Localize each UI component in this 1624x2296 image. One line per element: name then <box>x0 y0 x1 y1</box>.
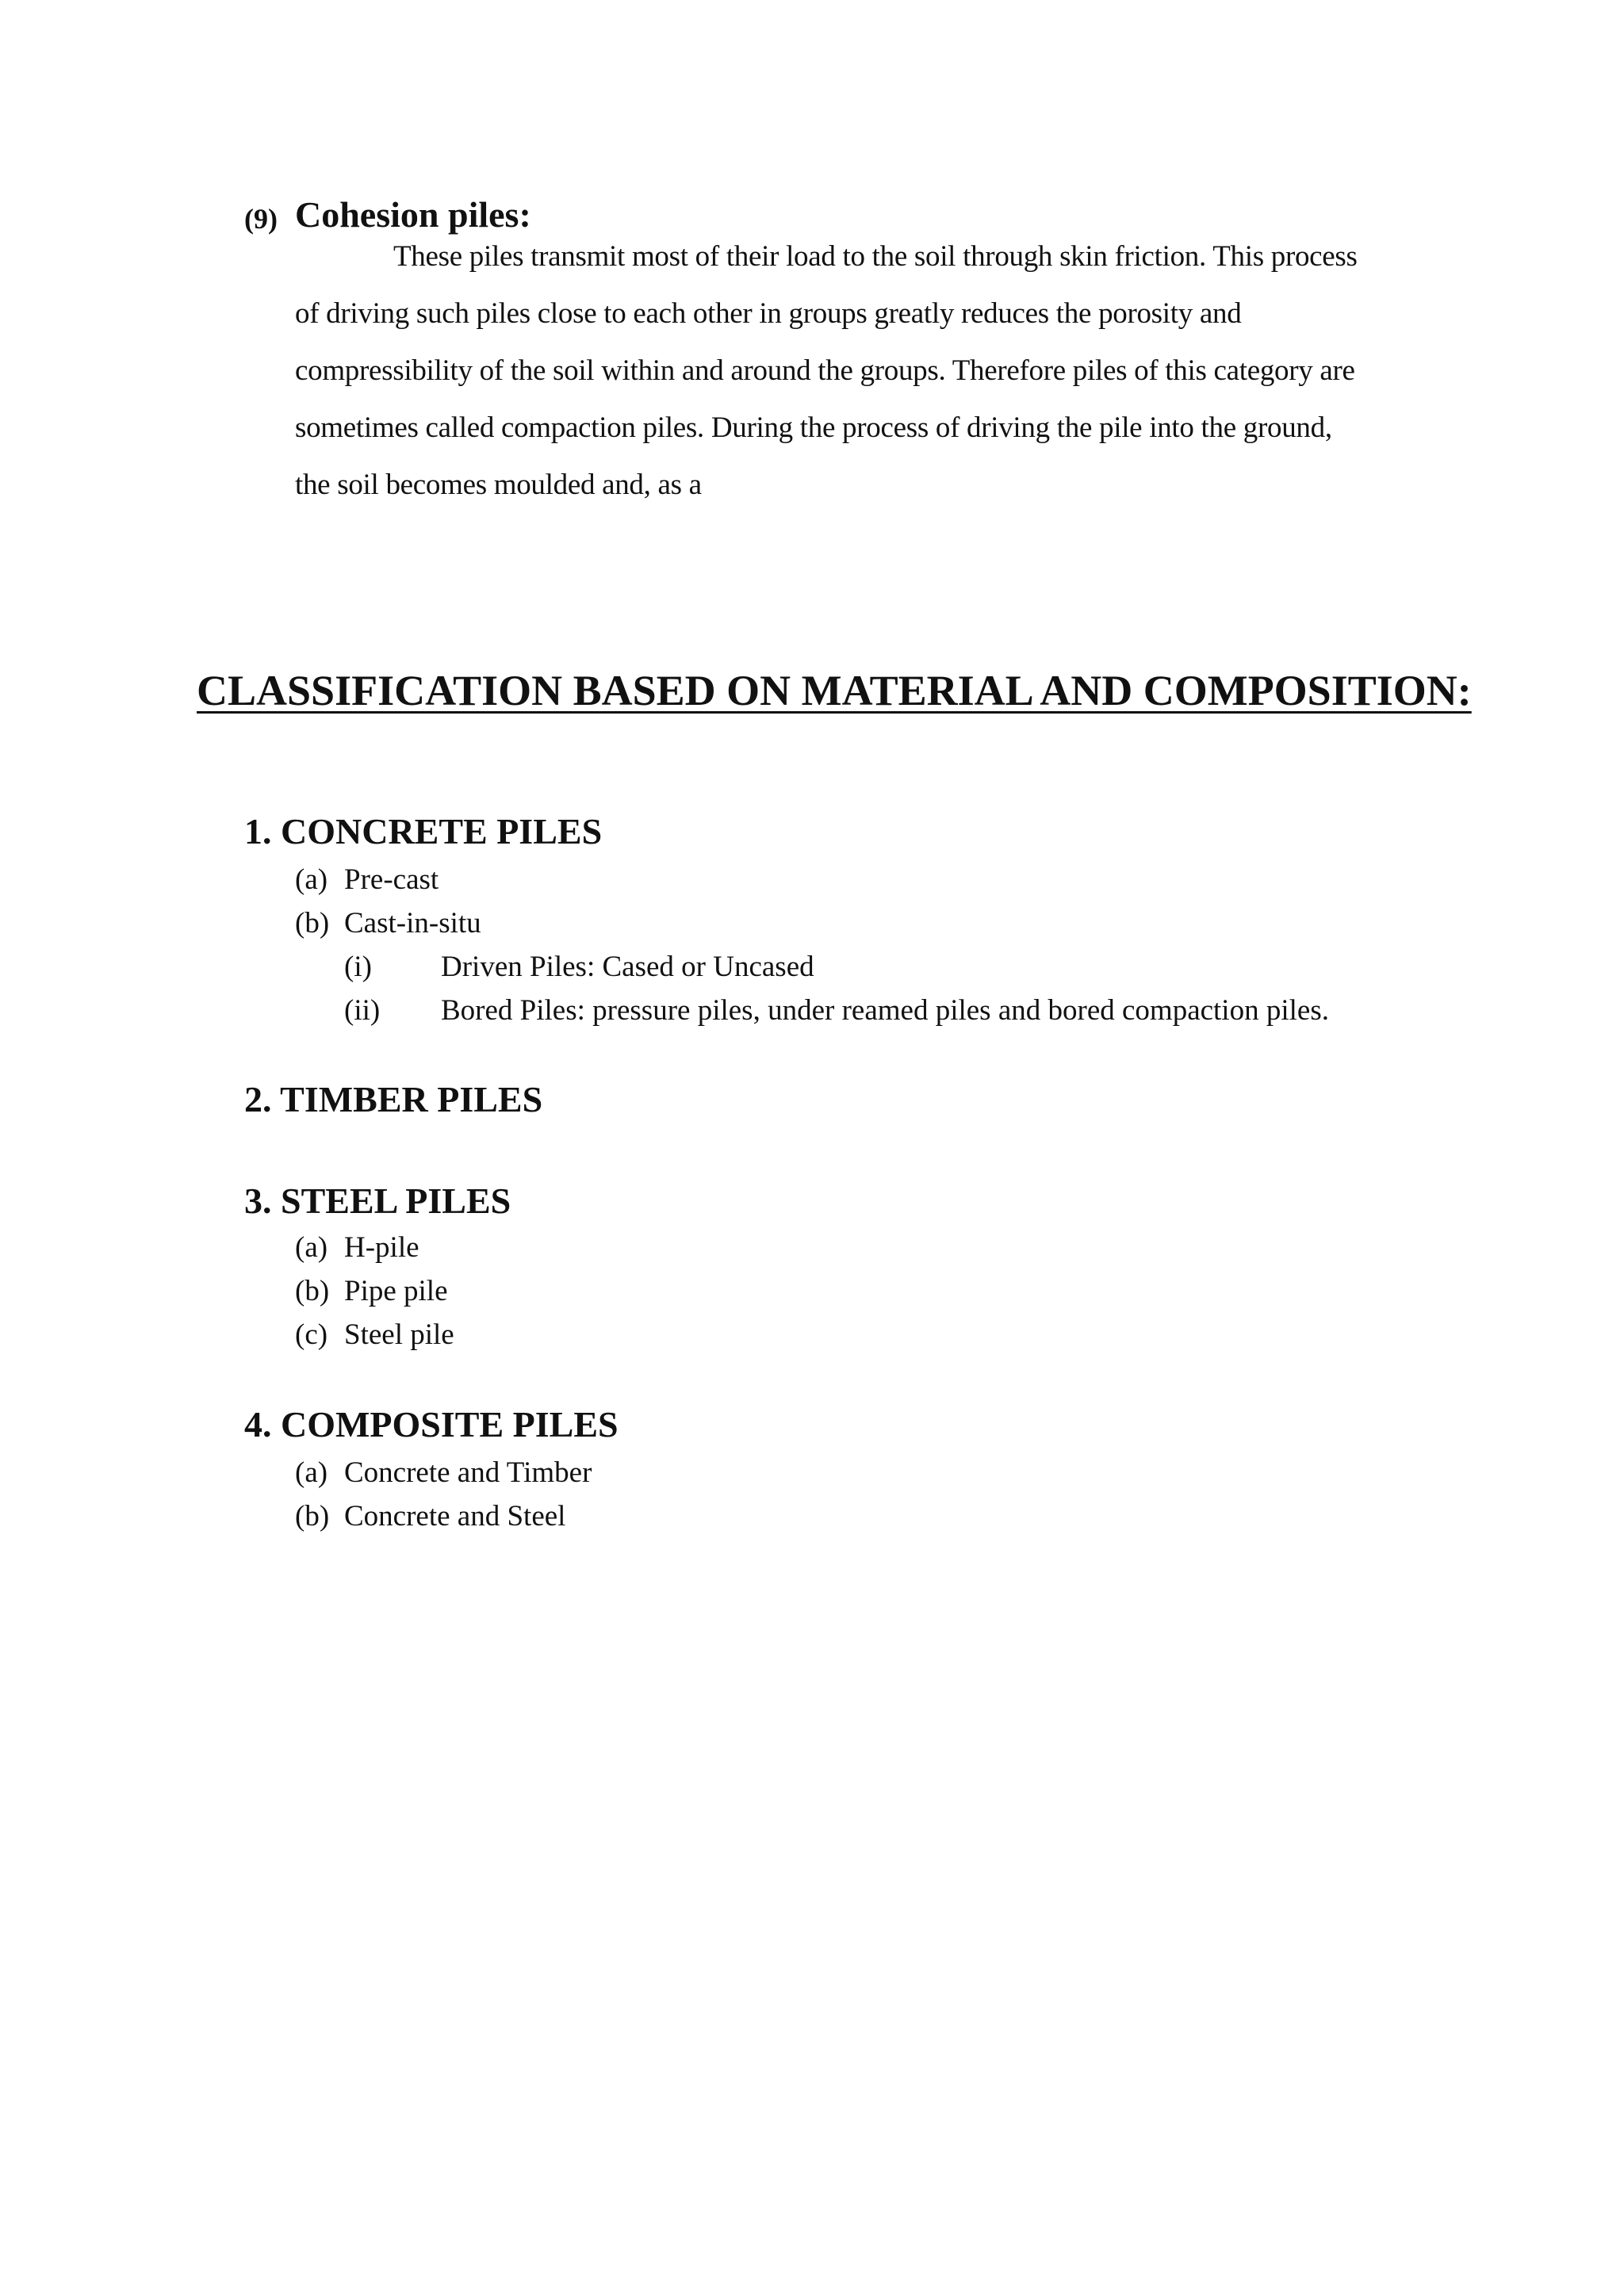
list-item <box>295 906 481 940</box>
section-number: (9) <box>244 203 278 235</box>
item-text: H-pile <box>344 1231 419 1264</box>
item-text: Steel pile <box>344 1318 454 1351</box>
list-item <box>295 1318 454 1352</box>
item-label: (b) <box>295 1500 330 1533</box>
item-label: (a) <box>295 1231 328 1264</box>
item-text: Cast-in-situ <box>344 907 481 939</box>
item-label: (b) <box>295 1275 330 1307</box>
sub-item-text: Bored Piles: pressure piles, under reamed piles and bored compaction piles. <box>441 994 1329 1027</box>
list-item <box>295 1230 419 1265</box>
paragraph-line: sometimes called compaction piles. During the process of driving the pile into the ground, <box>295 411 1332 444</box>
paragraph-line: the soil becomes moulded and, as a <box>295 469 702 501</box>
group-title-composite-piles: 4. COMPOSITE PILES <box>244 1404 619 1445</box>
group-title-timber-piles: 2. TIMBER PILES <box>244 1079 543 1119</box>
sub-item-label: (ii) <box>344 994 381 1027</box>
paragraph-line: These piles transmit most of their load to the soil through skin friction. This process <box>393 240 1358 273</box>
item-text: Pipe pile <box>344 1275 448 1307</box>
group-title-steel-piles: 3. STEEL PILES <box>244 1181 511 1221</box>
list-item <box>295 1274 448 1308</box>
item-label: (a) <box>295 863 328 896</box>
section-title: Cohesion piles: <box>295 194 531 235</box>
sub-item-label: (i) <box>344 951 372 983</box>
sub-item-text: Driven Piles: Cased or Uncased <box>441 951 814 983</box>
item-label: (a) <box>295 1456 328 1489</box>
classification-heading: CLASSIFICATION BASED ON MATERIAL AND COMPOSITION: <box>197 667 1472 714</box>
item-text: Concrete and Steel <box>344 1500 566 1533</box>
item-label: (b) <box>295 907 330 939</box>
list-item <box>295 1499 565 1533</box>
list-item <box>295 1456 592 1490</box>
paragraph-line: compressibility of the soil within and around the groups. Therefore piles of this category are <box>295 354 1355 387</box>
list-item <box>295 863 439 897</box>
paragraph-line: of driving such piles close to each other in groups greatly reduces the porosity and <box>295 297 1242 330</box>
item-text: Concrete and Timber <box>344 1456 592 1489</box>
sub-list-item <box>344 993 1329 1027</box>
group-title-concrete-piles: 1. CONCRETE PILES <box>244 811 603 851</box>
sub-list-item <box>344 950 814 984</box>
item-label: (c) <box>295 1318 328 1351</box>
item-text: Pre-cast <box>344 863 439 896</box>
